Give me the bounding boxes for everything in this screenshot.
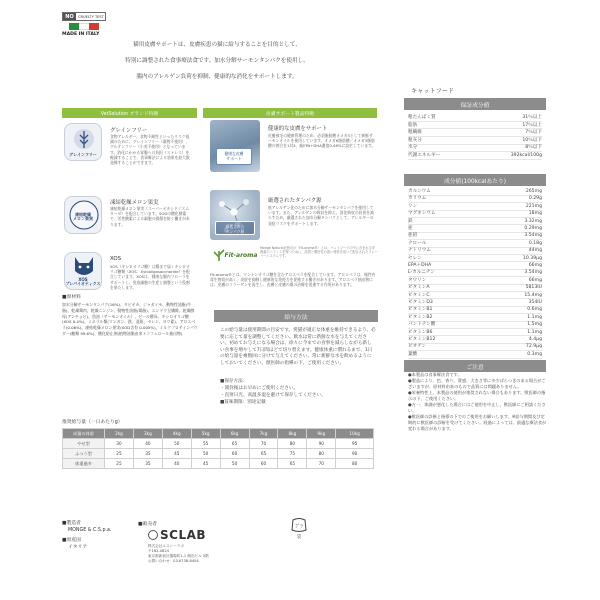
- nutrient-label: ナトリウム: [408, 248, 431, 254]
- nutrient-row: [408, 226, 542, 233]
- nutrient-row: [408, 138, 542, 145]
- xos-prebiotics-icon: [64, 252, 102, 290]
- caution-item: ●獣医師の診断と指導の下でのご使用をお願いします。※給与期間及び定期的に獣医師の診断を受けてください。経過によっては、最適な療法食が変わる場合があります。: [408, 414, 547, 431]
- table-cell: 25: [105, 459, 134, 469]
- nutrient-label: マグネシウム: [408, 211, 436, 217]
- nutrient-value: 17％以上: [522, 122, 542, 128]
- table-cell: 60: [220, 449, 249, 459]
- nutrient-value: 72.9μg: [525, 344, 542, 350]
- nutrient-value: 44mg: [528, 248, 542, 254]
- intro-text: [62, 37, 372, 85]
- nutrient-row: [408, 189, 542, 196]
- nutrient-label: 代謝エネルギー: [408, 153, 441, 158]
- caution-notes: [408, 372, 548, 432]
- nutrient-value: 5813IU: [525, 285, 542, 291]
- table-cell: 25: [105, 449, 134, 459]
- storage-header: ■保存方法：: [220, 379, 248, 384]
- feature-body: 低アレルゲン化のために加水分解サーモンタンパクを使用しています。また、アレルゲンの吸収を抑え、消化吸収の負担を減らすため、厳選された加水分解タンパクとして、アレルギーの発症リスクをサポートします。: [268, 205, 374, 226]
- nutrient-row: [408, 204, 542, 211]
- origin-header: ■原産国: [62, 538, 81, 543]
- table-cell: 80: [307, 449, 336, 459]
- nutrient-label: クロール: [408, 240, 427, 246]
- expiry-line: ■賞味期限：別途記載: [220, 400, 266, 405]
- table-row: [63, 459, 374, 469]
- nutrient-row: [408, 256, 542, 263]
- nutrient-value: 3.54mg: [524, 270, 542, 276]
- table-cell: 65: [278, 459, 307, 469]
- origin-country: イタリア: [68, 545, 88, 550]
- made-in-italy-label: MADE IN ITALY: [62, 32, 100, 37]
- nutrient-value: 66mg: [528, 263, 542, 268]
- table-cell: 80: [336, 459, 374, 469]
- nutrient-row: [408, 123, 542, 130]
- no-cruelty-test-badge: [62, 12, 106, 21]
- nutrient-label: ビタミンD3: [408, 300, 433, 305]
- nutrient-value: 3.54mg: [524, 233, 542, 239]
- table-cell: 60: [249, 459, 278, 469]
- feeding-table-header-cell: 8kg: [278, 429, 307, 439]
- molecule-image: [210, 190, 260, 240]
- nutrient-value: 10％以下: [522, 137, 542, 143]
- table-cell: 90: [307, 439, 336, 449]
- nutrient-label: 水分: [408, 145, 418, 151]
- nutrient-label: ビタミンC: [408, 292, 430, 298]
- nutrient-value: 4.4μg: [528, 337, 542, 342]
- feeding-table-title: 推奨給与量（一日あたりg）: [62, 420, 123, 425]
- feature-body: 皮膚被毛の健康管理のため、必須脂肪酸オメガ3として新鮮サーモンオイルを使用しています。オメガ6脂肪酸／オメガ3脂肪酸の割合を1対4、総EPA+DHA濃度0.46%に設定しています。: [268, 133, 376, 149]
- nutrient-value: 66mg: [528, 277, 542, 283]
- icon-label: 凍結乾燥 メロン果実: [73, 211, 93, 222]
- feature-title: 健康的な皮膚をサポート: [268, 126, 328, 132]
- nutrient-label: リン: [408, 203, 418, 209]
- nutrient-label: 葉酸: [408, 351, 418, 357]
- nutrient-row: [408, 322, 542, 329]
- manufacturer-section: [62, 520, 112, 551]
- storage-line: ・開封後はお早めにご使用ください。: [220, 386, 299, 391]
- nutrient-value: 8％以下: [525, 145, 542, 151]
- feeding-table-header-cell: 4kg: [162, 429, 191, 439]
- nutrient-label: タウリン: [408, 277, 427, 283]
- caution-item: ●製品により、色、香り、質感、大きさ等に多少ばらつきのある場合がございますが、原材料由来のもので品質には問題ありません。: [408, 378, 546, 389]
- nutrient-label: 亜: [408, 226, 413, 231]
- feeding-table-header-row: [63, 429, 374, 439]
- feature-title: 凍結乾燥メロン果実: [110, 200, 159, 206]
- feeding-table-header-cell: 6kg: [220, 429, 249, 439]
- table-cell: 70: [307, 459, 336, 469]
- nutrient-label: ビオチン: [408, 344, 427, 350]
- caution-item: ●万一、体調が悪化した場合にはご使用を中止し、獣医師にご相談ください。: [408, 402, 546, 413]
- table-cell: 30: [105, 439, 134, 449]
- nutrient-value: 265mg: [525, 189, 542, 194]
- feeding-table-header-cell: 10kg: [336, 429, 374, 439]
- table-cell: 50: [162, 439, 191, 449]
- nutrient-row: [408, 300, 542, 307]
- nutrient-value: 0.18g: [528, 240, 542, 246]
- table-cell: 45: [162, 449, 191, 459]
- caution-item: ●栄養特性上、本製品の使用が推奨されない場合もあります。獣医師の指示の下、ご使用ください。: [408, 390, 546, 401]
- table-cell: 40: [162, 459, 191, 469]
- photo-badge: 健康な皮膚 サポート: [216, 148, 252, 165]
- feeding-method-body: この給与量は使用期間の目安です。愛猫が適正な体重を維持できるよう、必要に応じて量を調整してください。飲水は常に新鮮な水を与えてください。初めてお与えになる場合は、徐々に今までの食事を減らしながら新しい食事を増やして7日間ほどで切り替えます。健康体重に慣れるまで、1日の給与量を複数回に分けて与えてください。常に新鮮な水を飲めるようにしておいてください。獣医師の指導の下、ご使用ください。: [220, 328, 376, 366]
- nutrient-label: パントテン酸: [408, 322, 436, 328]
- nutrient-row: [408, 285, 542, 292]
- nutrient-value: 1.1mg: [527, 314, 542, 320]
- svg-text:ﾌﾟﾗ: ﾌﾟﾗ: [295, 524, 303, 530]
- table-row: [63, 439, 374, 449]
- table-cell: やせ型: [63, 439, 105, 449]
- feeding-method-header: 給与方法: [214, 310, 378, 322]
- feature-body: 凍結乾燥メロン果実（スーパーオキシドジスムターゼ）を配合しています。SODの酸化酵素で、活性酸素による細胞の損傷を防ぐ働きがあります。: [110, 206, 190, 227]
- intro-line: 猫用皮膚サポートは、皮膚疾患の猫に給与することを目的として、: [133, 42, 301, 48]
- table-cell: 80: [278, 439, 307, 449]
- cat-photo: [210, 120, 260, 172]
- table-cell: 90: [336, 449, 374, 459]
- address-line: 株式会社エスシーラボ: [148, 544, 184, 548]
- caution-item: ●本製品は食事療法食です。: [408, 372, 462, 377]
- manufacturer-header: ■製造者: [62, 521, 81, 526]
- photo-badge: 厳選された タンパク源: [215, 221, 255, 235]
- feature-body: Fit-aroma®とは、マンナンオリゴ糖を含むアロエベラを配合しています。アロエベラは、極性有毒生物質が高く、炎症を抑制し健康的な免疫力を促進する働きがあります。アロエベラ抽出物には、皮膚のコラーゲンを再生し、皮膚と皮膚の傷の治療を促進する作用があります。: [210, 272, 376, 288]
- nutrient-row: [408, 241, 542, 248]
- nutrient-row: [408, 196, 542, 203]
- nutrient-value: 221mg: [525, 203, 542, 209]
- table-cell: 40: [133, 439, 162, 449]
- nutrient-label: セレン: [408, 255, 422, 261]
- intro-line: 腸内のアレルゲン負荷を抑制、健康的な消化をサポートします。: [136, 74, 298, 80]
- nutrient-label: ビタミンA: [408, 285, 430, 291]
- nutrient-row: [408, 337, 542, 344]
- table-cell: 体重過多: [63, 459, 105, 469]
- table-cell: 35: [133, 459, 162, 469]
- nutrient-label: ビタミンB2: [408, 314, 433, 320]
- table-cell: 75: [278, 449, 307, 459]
- nutrient-row: [408, 145, 542, 152]
- feeding-table-header-cell: 3kg: [133, 429, 162, 439]
- table-cell: 35: [133, 449, 162, 459]
- nutrient-row: [408, 248, 542, 255]
- italy-flag-icon: [69, 23, 99, 30]
- nutrient-value: 3.32mg: [524, 218, 542, 224]
- address-line: お問い合わせ：03-6738-8404: [148, 559, 199, 563]
- storage-section: [220, 378, 376, 406]
- nutrient-value: 0.29g: [528, 196, 542, 202]
- feature-body: 食物アレルギー、食物不耐性といったリスク低減のために、グレインフリー（穀物不使用）、グルテンフリー（小麦不使用）となっています。消化にかかる胃腸への負担（ストレス）を軽減することで、食事療法による効果を最大限発揮することができます。: [110, 134, 190, 166]
- nutrient-row: [408, 315, 542, 322]
- fit-aroma-logo: [212, 244, 258, 266]
- ingredients-section: [62, 293, 198, 337]
- nutrient-value: 1.5mg: [527, 322, 542, 328]
- table-cell: 65: [220, 439, 249, 449]
- table-cell: 95: [336, 439, 374, 449]
- skin-support-header: 皮膚サポート製品特徴: [203, 108, 377, 118]
- nutrient-value: 392kcal/100g: [510, 153, 542, 158]
- intro-line: 特別に調整された食事療法食です。加水分解サーモンタンパクを使用し、: [125, 58, 309, 64]
- fit-aroma-logo-text: Fit-aroma: [224, 251, 258, 259]
- nutrient-row: [408, 219, 542, 226]
- address-line: 〒162-0824: [148, 549, 169, 553]
- storage-line: ・直射日光、高温多湿を避けて保存してください。: [220, 393, 326, 398]
- nutrient-label: ビタミンB1: [408, 307, 433, 313]
- nutrient-label: L-カルニチン: [408, 270, 435, 276]
- table-row: [63, 449, 374, 459]
- freeze-dried-melon-icon: [64, 196, 102, 234]
- guaranteed-analysis-header: 保証成分値: [404, 98, 546, 110]
- badge-text: CRUELTY TEST: [78, 14, 104, 19]
- nutrient-value: 0.29mg: [524, 226, 542, 231]
- table-cell: 70: [249, 439, 278, 449]
- nutrient-row: [408, 293, 542, 300]
- table-cell: ふつう型: [63, 449, 105, 459]
- nutrient-label: ビタミンB12: [408, 337, 436, 342]
- sclab-logo-text-sc: SC: [160, 528, 179, 542]
- nutrient-row: [408, 278, 542, 285]
- nutrient-row: [408, 307, 542, 314]
- nutrient-row: [408, 352, 542, 359]
- table-cell: 55: [191, 439, 220, 449]
- nutrient-label: 鉄: [408, 218, 413, 224]
- nutrient-label: 粗たんぱく質: [408, 115, 436, 120]
- nutrient-row: [408, 130, 542, 137]
- nutrient-value: 0.6mg: [527, 307, 542, 313]
- feeding-table-header-cell: 5kg: [191, 429, 220, 439]
- table-cell: 65: [249, 449, 278, 459]
- feature-body: XOS（キシロオリゴ糖）は腸まで届くキシロオリゴ糖類（XOS：Xylooligosaccharide）を配合しています。XOSは、健康な腸内フローラをサポートし、免疫細胞の生産と調整という役割を果たします。: [110, 264, 190, 290]
- nutrient-row: [408, 233, 542, 240]
- feature-title: XOS: [110, 256, 122, 262]
- nutrient-label: 粗繊維: [408, 130, 422, 136]
- nutrient-value: 1.1mg: [527, 329, 542, 335]
- nutrient-row: [408, 115, 542, 122]
- nutrient-value: 15.4mg: [524, 292, 542, 298]
- feeding-table-header-cell: 成猫の体重: [63, 429, 105, 439]
- nutrient-label: 亜鉛: [408, 233, 418, 239]
- recycle-mark-icon: [288, 518, 310, 544]
- nutrient-label: カリウム: [408, 196, 427, 202]
- nutrient-value: 354IU: [528, 300, 542, 305]
- product-type-label: キャットフード: [411, 88, 454, 95]
- nutrient-value: 0.3mg: [527, 351, 542, 357]
- table-cell: 50: [191, 449, 220, 459]
- icon-label: グレインフリー: [69, 152, 97, 158]
- feature-title: 厳選されたタンパク源: [268, 198, 322, 204]
- feeding-table-header-cell: 2kg: [105, 429, 134, 439]
- nutrient-label: 脂肪: [408, 122, 418, 128]
- address-line: 東京都新宿区揚場町1-1 飯田ビル 5階: [148, 554, 209, 558]
- grain-free-icon: [64, 123, 102, 161]
- ingredients-header: ■原材料: [62, 295, 81, 300]
- nutrient-label: 粗灰分: [408, 137, 422, 143]
- icon-label: XOS プレバイオティクス: [65, 276, 101, 287]
- nutrient-analysis-header: 成分値(100kcalあたり): [404, 174, 546, 186]
- nutrient-value: 18mg: [528, 211, 542, 217]
- distributor-header: ■販売者: [138, 522, 157, 527]
- nutrient-value: 10.39μg: [523, 255, 542, 261]
- nutrient-row: [408, 344, 542, 351]
- feeding-table: [62, 428, 374, 469]
- ingredients-body: 加水分解サーモンタンパク(16%)、タピオカ、ジャガイモ、動物性油脂(牛脂)、乾燥鶏肉、乾燥ニンジン、動物性油脂(鶏脂)、エンドウ豆繊維、乾燥酵母(アンチョビ)、魚油（サーモンオイル）、ビール酵母、キシロオリゴ糖(XOS 0.4%)、ミネラル類(マンガン、鉄、亜鉛、セレン、ヨウ素)、アロエベラ(0.06%)、凍結乾燥メロン果実(SOD含有 0.005%)、ミルクプロテインパウダー(糖類 99.6%)、酸化防止剤(植物油脂由来トコフェロール抽出物): [62, 302, 198, 336]
- nutrient-row: [408, 330, 542, 337]
- distributor-address: [148, 544, 209, 564]
- fit-aroma-note: Monge Natural社独自の「Fit-aroma®」とは、ペットフードの中に含まれる栄養素のバランスを保つために、品質と嗜好性の高い材料を用いて配合されたフレーバーシステムです。: [260, 246, 378, 258]
- badge-no: NO: [63, 13, 76, 20]
- sclab-logo-text-lab: LAB: [178, 528, 207, 542]
- nutrient-row: [408, 270, 542, 277]
- nutrient-label: EPA＋DHA: [408, 263, 432, 268]
- nutrient-label: ビタミンB6: [408, 329, 433, 335]
- nutrient-value: 31％以上: [522, 115, 542, 120]
- sclab-logo: [148, 528, 206, 542]
- nutrient-value: 7％以下: [525, 130, 542, 136]
- table-cell: 50: [220, 459, 249, 469]
- vetsolution-header: VetSolution ブランド特徴: [62, 108, 197, 118]
- manufacturer-name: MONGE & C.S.p.a.: [68, 528, 112, 533]
- caution-header: ご注意: [404, 360, 546, 372]
- recycle-label: 袋: [296, 535, 302, 540]
- feature-title: グレインフリー: [110, 128, 148, 134]
- nutrient-row: [408, 153, 542, 160]
- nutrient-row: [408, 211, 542, 218]
- feeding-table-header-cell: 9kg: [307, 429, 336, 439]
- table-cell: 45: [191, 459, 220, 469]
- nutrient-label: カルシウム: [408, 189, 431, 194]
- nutrient-row: [408, 263, 542, 270]
- feeding-table-header-cell: 7kg: [249, 429, 278, 439]
